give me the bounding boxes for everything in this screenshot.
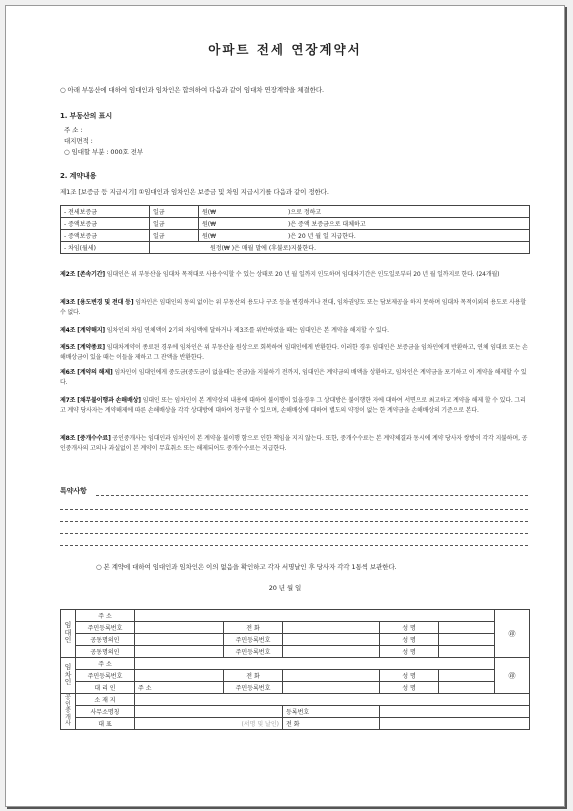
row-label: 성 명 [380, 622, 439, 634]
co-owner-resident-field[interactable] [283, 646, 380, 658]
table-row [61, 242, 530, 254]
land-area: 대지면적 : [64, 137, 93, 145]
table-row [61, 218, 530, 230]
row-label: 주 소 [76, 658, 135, 670]
row-label: 성 명 [380, 670, 439, 682]
section2-heading: 2. 계약내용 [60, 172, 97, 180]
tenant-resident-field[interactable] [135, 670, 224, 682]
landlord-address-field[interactable] [135, 610, 495, 622]
table-row [61, 682, 530, 694]
intro-text: ○ 아래 부동산에 대하여 임대인과 임차인은 합의하여 다음과 같이 임대차 연장계약을 체결한다. [60, 86, 324, 94]
payment-cell: 일금 [150, 218, 199, 230]
row-label: 성 명 [380, 682, 439, 694]
article1-text: 제1조 [보증금 등 지급시기] ①임대인과 임차인은 보증금 및 차임 지급시기를 다음과 같이 정한다. [60, 188, 329, 196]
tenant-seal: ㊞ [495, 658, 530, 694]
article-3 [60, 298, 530, 317]
article-head: 제5조 [계약종료] [60, 344, 106, 351]
article-body: 공인중개사는 임대인과 임차인이 본 계약을 불이행 함으로 인한 책임을 지지 않는다. 또한, 중개수수료는 본 계약체결과 동시에 계약 당사자 쌍방이 각각 지불하며, 공인중개사의 고의나 과실없이 본 계약이 무효취소 또는 해제되어도 중개수수료는 지급한다. [60, 435, 528, 452]
article-head: 제4조 [계약해지] [60, 327, 106, 334]
landlord-name-field[interactable] [439, 622, 495, 634]
payment-cell: 원(₩ [199, 230, 286, 242]
row-label: 주 소 [76, 610, 135, 622]
co-owner-field[interactable] [135, 646, 224, 658]
table-row [61, 694, 530, 706]
payment-cell: 원정(₩ )은 매월 말에 (후불로)지불한다. [150, 242, 530, 254]
row-label: 전 화 [224, 670, 283, 682]
office-address-field[interactable] [135, 694, 530, 706]
landlord-group-label: 임 대 인 [61, 610, 76, 658]
payment-label: - 전세보증금 [61, 206, 150, 218]
row-label: 대 리 인 [76, 682, 135, 694]
payment-label: - 증액보증금 [61, 230, 150, 242]
payment-cell: 원(₩ [199, 218, 286, 230]
special-terms-line [60, 521, 528, 522]
article-head: 제6조 [계약의 해제] [60, 369, 113, 376]
landlord-phone-field[interactable] [283, 622, 380, 634]
office-name-field[interactable] [135, 706, 283, 718]
row-label: 주민등록번호 [76, 670, 135, 682]
payment-label: - 증액보증금 [61, 218, 150, 230]
special-terms-heading: 특약사항 [60, 487, 87, 495]
tenant-name-field[interactable] [439, 670, 495, 682]
article-body: 임대인 또는 임차인이 본 계약상의 내용에 대하여 불이행이 있을경우 그 상대방은 불이행한 자에 대하여 서면으로 최고하고 계약을 해제 할 수 있다. 그리고 계약 당사자는 계약해제에 따른 손해배상을 각각 상대방에 대하여 청구할 수 있으며, 손해배상에 대하여 별도의 약정이 없는 한 계약금을 손해배상의 기준으로 본다. [60, 397, 526, 414]
table-row [61, 658, 530, 670]
row-label: 주민등록번호 [76, 622, 135, 634]
row-label: 공동명의인 [76, 634, 135, 646]
article-6 [60, 368, 530, 387]
row-label: 소 재 지 [76, 694, 135, 706]
landlord-resident-field[interactable] [135, 622, 224, 634]
tenant-phone-field[interactable] [283, 670, 380, 682]
payment-cell: )은 20 년 월 일 지급한다. [285, 230, 530, 242]
payment-cell: )은 증액 보증금으로 대체하고 [285, 218, 530, 230]
address-short-label: 주 소 [138, 685, 152, 692]
article-5 [60, 343, 530, 362]
row-label: 전 화 [283, 718, 380, 730]
article-head: 제8조 [중개수수료] [60, 435, 111, 442]
payment-cell: 원(₩ [199, 206, 286, 218]
row-label: 사무소명칭 [76, 706, 135, 718]
row-label: 공동명의인 [76, 646, 135, 658]
row-label: 주민등록번호 [224, 682, 283, 694]
article-4 [60, 326, 530, 336]
table-row [61, 610, 530, 622]
tenant-group-label: 임 차 인 [61, 658, 76, 694]
agent-name-field[interactable] [439, 682, 495, 694]
co-owner-name-field[interactable] [439, 634, 495, 646]
contract-date: 20 년 월 일 [268, 584, 302, 592]
article-body: 임대인은 위 부동산을 임대차 목적대로 사용수익할 수 있는 상태로 20 년 월 일까지 인도하며 임대차기간은 인도일로부터 20 년 월 일까지로 한다. (24개월) [105, 271, 500, 278]
table-row [61, 622, 530, 634]
agent-resident-field[interactable] [283, 682, 380, 694]
row-label: 대 표 [76, 718, 135, 730]
landlord-seal: ㊞ [495, 610, 530, 658]
payment-cell: 일금 [150, 206, 199, 218]
co-owner-field[interactable] [135, 634, 224, 646]
co-owner-resident-field[interactable] [283, 634, 380, 646]
payment-label: - 차임(월세) [61, 242, 150, 254]
table-row [61, 670, 530, 682]
row-label: 주민등록번호 [224, 634, 283, 646]
article-body: 임차인의 차임 연체액이 2기의 차임액에 달하거나 제3조를 위반하였을 때는 임대인은 본 계약을 해지할 수 있다. [105, 327, 389, 334]
article-body: 임대차계약이 종료된 경우에 임차인은 위 부동산을 원상으로 회복하여 임대인에게 반환한다. 이러한 경우 임대인은 보증금을 임차인에게 반환하고, 연체 임대료 또는 손해배상금이 있을 때는 이들을 제하고 그 잔액을 반환한다. [60, 344, 528, 361]
closing-text: ○ 본 계약에 대하여 임대인과 임차인은 이의 없음을 확인하고 각자 서명날인 후 당사자 각각 1통씩 보관한다. [96, 563, 397, 571]
agent-address-cell[interactable] [135, 682, 224, 694]
contract-page [5, 5, 565, 807]
special-terms-line [60, 533, 528, 534]
article-body: 임차인은 임대인의 동의 없이는 위 부동산의 용도나 구조 등을 변경하거나 전대, 임차권양도 또는 담보제공을 하지 못하며 임대차 목적이외의 용도로 사용할 수 없다. [60, 299, 527, 316]
article-7 [60, 396, 530, 415]
section1-heading: 1. 부동산의 표시 [60, 112, 112, 120]
table-row [61, 646, 530, 658]
payment-table [60, 205, 530, 254]
article-body: 임차인이 임대인에게 중도금(중도금이 없을때는 잔금)을 지불하기 전까지, 임대인은 계약금의 배액을 상환하고, 임차인은 계약금을 포기하고 이 계약을 해제할 수 있다. [60, 369, 527, 386]
row-label: 성 명 [380, 646, 439, 658]
broker-phone-field[interactable] [380, 718, 530, 730]
tenant-address-field[interactable] [135, 658, 495, 670]
article-head: 제3조 [용도변경 및 전대 등] [60, 299, 134, 306]
payment-cell: 일금 [150, 230, 199, 242]
document-title: 아파트 전세 연장계약서 [208, 42, 362, 57]
row-label: 전 화 [224, 622, 283, 634]
table-row [61, 230, 530, 242]
article-head: 제2조 [존속기간] [60, 271, 106, 278]
table-row [61, 718, 530, 730]
table-row [61, 706, 530, 718]
special-terms-line [60, 545, 528, 546]
article-head: 제7조 [채무불이행과 손해배상] [60, 397, 141, 404]
table-row [61, 206, 530, 218]
broker-group-label: 공 인 중 개 사 [61, 694, 76, 730]
special-terms-line [96, 495, 528, 496]
payment-cell: )으로 정하고 [285, 206, 530, 218]
row-label: 등록번호 [283, 706, 380, 718]
property-address: 주 소 : [64, 126, 83, 134]
row-label: 주민등록번호 [224, 646, 283, 658]
article-8 [60, 434, 530, 453]
representative-field[interactable]: (서명 및 날인) [135, 718, 283, 730]
special-terms-line [60, 509, 528, 510]
row-label: 성 명 [380, 634, 439, 646]
registration-field[interactable] [380, 706, 530, 718]
table-row [61, 634, 530, 646]
signature-table [60, 609, 530, 730]
article-2 [60, 270, 530, 280]
rental-portion: ○ 임대할 부분 : 000호 전부 [64, 148, 144, 156]
co-owner-name-field[interactable] [439, 646, 495, 658]
